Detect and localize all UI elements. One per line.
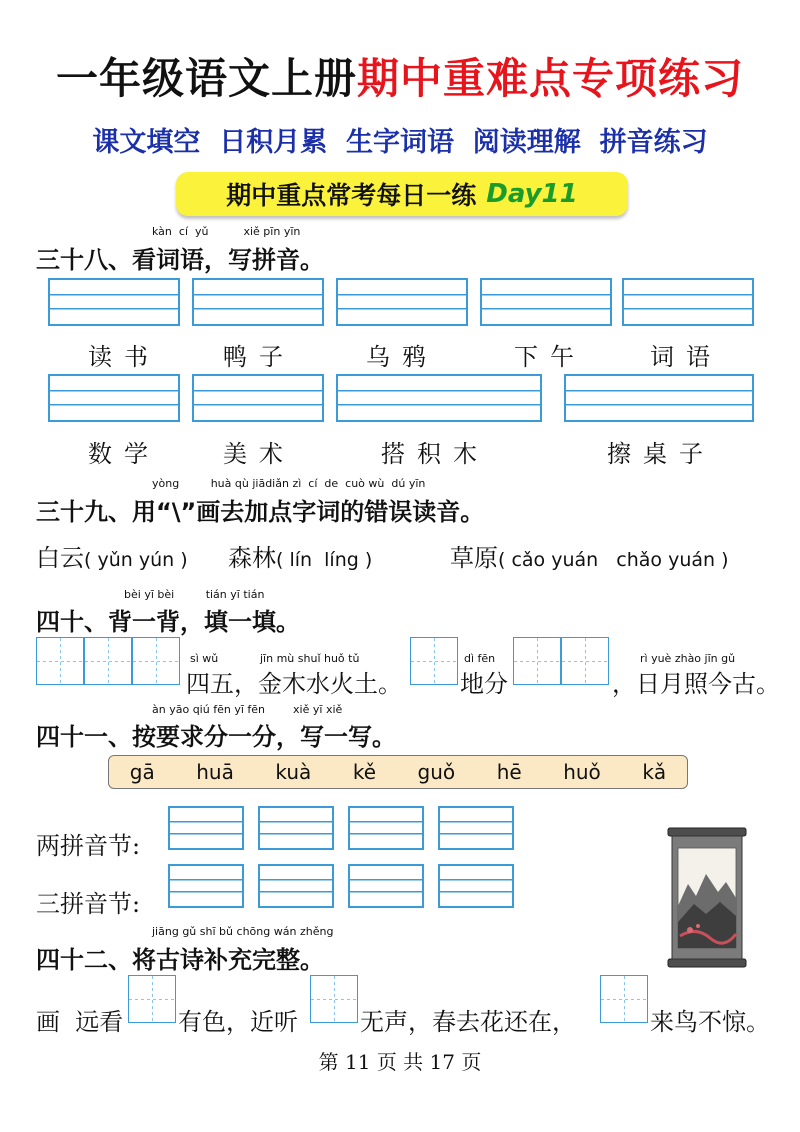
landscape-scroll-illustration bbox=[666, 826, 748, 969]
pinyin-box-q38-5[interactable] bbox=[622, 278, 754, 326]
q40-char-box-5[interactable] bbox=[513, 637, 561, 685]
banner-day: Day11 bbox=[486, 179, 578, 209]
three-syllable-box-2[interactable] bbox=[258, 864, 334, 908]
syllable-1: gā bbox=[129, 760, 155, 784]
q42-text-3: 无声，春去花还在， bbox=[360, 1008, 576, 1036]
q42-text-4: 来鸟不惊。 bbox=[650, 1008, 770, 1036]
two-syllable-box-2[interactable] bbox=[258, 806, 334, 850]
q39-item-2: 森林( lín líng ) bbox=[228, 544, 373, 572]
pinyin-box-q38-1[interactable] bbox=[48, 278, 180, 326]
syllable-2: huā bbox=[196, 760, 234, 784]
q38-word-6: 数学 bbox=[88, 440, 160, 468]
q42-pinyin: jiāng gǔ shī bǔ chōng wán zhěng bbox=[152, 925, 334, 938]
q40-small-pinyin-1: sì wǔ bbox=[190, 652, 219, 665]
q40-small-pinyin-2: jīn mù shuǐ huǒ tǔ bbox=[260, 652, 360, 665]
syllable-8: kǎ bbox=[642, 760, 667, 784]
q40-char-box-6[interactable] bbox=[561, 637, 609, 685]
pinyin-box-q38-6[interactable] bbox=[48, 374, 180, 422]
q39-pinyin: yòng huà qù jiādiǎn zì cí de cuò wù dú yīn bbox=[152, 477, 426, 490]
q41-label-two: 两拼音节: bbox=[36, 832, 141, 860]
q39-options-2[interactable]: ( lín líng ) bbox=[276, 549, 373, 571]
pinyin-box-q38-8[interactable] bbox=[336, 374, 542, 422]
q40-heading: 四十、背一背，填一填。 bbox=[36, 608, 300, 636]
q40-text-3: ，日月照今古。 bbox=[612, 670, 780, 698]
syllable-5: guǒ bbox=[417, 760, 456, 784]
q39-item-1: 白云( yǔn yún ) bbox=[36, 544, 188, 572]
two-syllable-box-4[interactable] bbox=[438, 806, 514, 850]
q39-heading: 三十九、用“\”画去加点字词的错误读音。 bbox=[36, 498, 485, 526]
page-title-black: 一年级语文上册 bbox=[55, 54, 357, 103]
q38-word-2: 鸭子 bbox=[223, 343, 295, 371]
q41-heading: 四十一、按要求分一分，写一写。 bbox=[36, 723, 396, 751]
page-subtitle: 课文填空 日积月累 生字词语 阅读理解 拼音练习 bbox=[92, 127, 708, 158]
q38-word-9: 擦桌子 bbox=[607, 440, 715, 468]
pinyin-box-q38-2[interactable] bbox=[192, 278, 324, 326]
q38-word-4: 下午 bbox=[514, 343, 586, 371]
q40-pinyin: bèi yī bèi tián yī tián bbox=[124, 588, 265, 601]
two-syllable-box-3[interactable] bbox=[348, 806, 424, 850]
three-syllable-box-1[interactable] bbox=[168, 864, 244, 908]
syllable-4: kě bbox=[352, 760, 377, 784]
q38-word-8: 搭积木 bbox=[381, 440, 489, 468]
pinyin-box-q38-3[interactable] bbox=[336, 278, 468, 326]
two-syllable-box-1[interactable] bbox=[168, 806, 244, 850]
banner-text: 期中重点常考每日一练 bbox=[226, 181, 477, 210]
page-footer: 第 11 页 共 17 页 bbox=[318, 1050, 482, 1074]
q42-heading: 四十二、将古诗补充完整。 bbox=[36, 946, 324, 974]
q38-pinyin: kàn cí yǔ xiě pīn yīn bbox=[152, 225, 301, 238]
daily-banner bbox=[176, 172, 628, 216]
q40-char-box-3[interactable] bbox=[132, 637, 180, 685]
q41-label-three: 三拼音节: bbox=[36, 890, 141, 918]
q40-small-pinyin-4: rì yuè zhào jīn gǔ bbox=[640, 652, 736, 665]
q40-text-1: 四五，金木水火土。 bbox=[186, 670, 402, 698]
q38-word-3: 乌鸦 bbox=[366, 343, 438, 371]
q38-word-5: 词语 bbox=[650, 343, 722, 371]
q40-small-pinyin-3: dì fēn bbox=[464, 652, 496, 665]
syllable-7: huǒ bbox=[563, 760, 601, 784]
q40-text-2: 地分 bbox=[460, 670, 508, 698]
q41-pinyin: àn yāo qiú fēn yī fēn xiě yī xiě bbox=[152, 703, 343, 716]
three-syllable-box-3[interactable] bbox=[348, 864, 424, 908]
page-title-red: 期中重难点专项练习 bbox=[357, 54, 745, 103]
q39-options-1[interactable]: ( yǔn yún ) bbox=[84, 549, 188, 571]
q38-heading: 三十八、看词语，写拼音。 bbox=[36, 246, 324, 274]
syllable-3: kuà bbox=[275, 760, 312, 784]
q38-word-7: 美术 bbox=[223, 440, 295, 468]
q40-char-box-4[interactable] bbox=[410, 637, 458, 685]
three-syllable-box-4[interactable] bbox=[438, 864, 514, 908]
q42-char-box-3[interactable] bbox=[600, 975, 648, 1023]
q42-text-1: 画 远看 bbox=[36, 1008, 124, 1036]
q38-word-1: 读书 bbox=[88, 343, 160, 371]
page-title bbox=[0, 46, 800, 106]
syllable-6: hē bbox=[496, 760, 522, 784]
q40-char-box-2[interactable] bbox=[84, 637, 132, 685]
q42-char-box-1[interactable] bbox=[128, 975, 176, 1023]
q39-item-3: 草原( cǎo yuán chǎo yuán ) bbox=[450, 544, 729, 572]
q40-char-box-1[interactable] bbox=[36, 637, 84, 685]
syllable-bar bbox=[108, 755, 688, 789]
pinyin-box-q38-7[interactable] bbox=[192, 374, 324, 422]
pinyin-box-q38-9[interactable] bbox=[564, 374, 754, 422]
pinyin-box-q38-4[interactable] bbox=[480, 278, 612, 326]
q42-char-box-2[interactable] bbox=[310, 975, 358, 1023]
q39-options-3[interactable]: ( cǎo yuán chǎo yuán ) bbox=[498, 549, 729, 571]
q42-text-2: 有色，近听 bbox=[178, 1008, 298, 1036]
